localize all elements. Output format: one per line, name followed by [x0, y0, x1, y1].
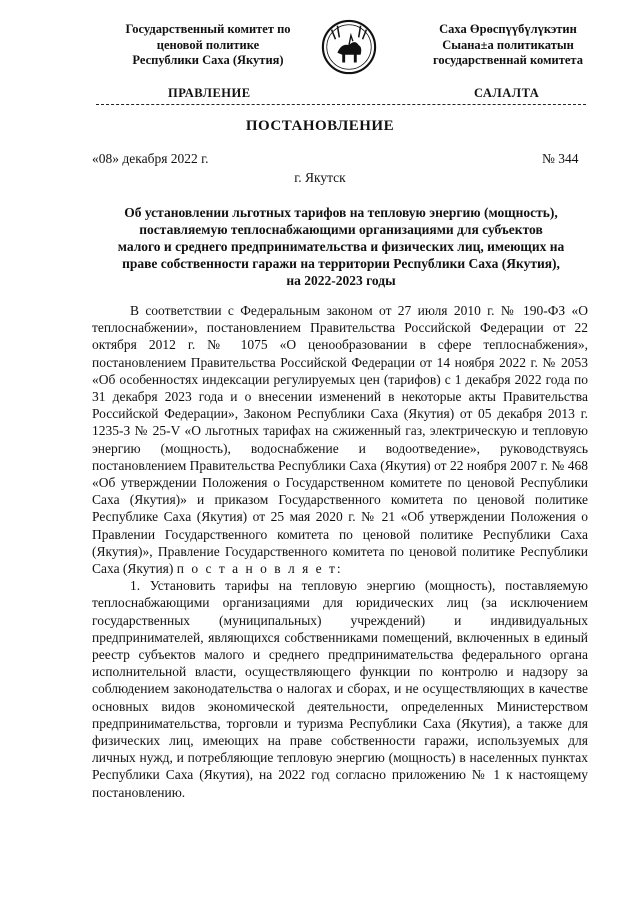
department-sakha: САЛАЛТА	[474, 86, 540, 100]
preamble-paragraph	[92, 302, 588, 577]
department-russian: ПРАВЛЕНИЕ	[168, 86, 251, 100]
issuer-line: Саха Өрөспүүбүлүкэтин	[439, 22, 577, 36]
document-city: г. Якутск	[294, 170, 346, 185]
issuer-line: государственнай комитета	[433, 53, 583, 67]
document-type: ПОСТАНОВЛЕНИЕ	[245, 118, 395, 134]
preamble-text: В соответствии с Федеральным законом от 27 июля 2010 г. № 190-ФЗ «О теплоснабжении», постановлением Правительства Российской Федерации от 22 октября 2012 г. № 1075 «О ценообразовании в сфере теплоснабжения», постановлением Правительства Российской Федерации от 14 ноября 2022 г. № 2053 «Об особенностях индексации регулируемых цен (тарифов) с 1 декабря 2022 года по 31 декабря 2023 года и о внесении изменений в некоторые акты Правительства Российской Федерации», Законом Республики Саха (Якутия) от 05 декабря 2013 г. 1235-З № 25-V «О льготных тарифах на сжиженный газ, электрическую и тепловую энергию (мощность), водоснабжение и водоотведение», руководствуясь постановлением Правительства Республики Саха (Якутия) от 22 ноября 2007 г. № 468 «Об утверждении Положения о Государственном комитете по ценовой Республики Саха (Якутия)» и приказом Государственного комитета по ценовой политике Республике Саха (Якутия) от 25 мая 2020 г. № 21 «Об утверждении Положения о Правлении Государственного комитета по ценовой политике Республики Саха (Якутия)», Правление Государственного комитета по ценовой политике Республики Саха (Якутия)	[92, 303, 588, 577]
header-divider	[96, 104, 586, 105]
sakha-republic-coat-of-arms-icon	[320, 18, 378, 76]
issuer-name-sakha	[398, 22, 618, 69]
title-line: малого и среднего предпринимательства и физических лиц, имеющих на	[117, 239, 565, 254]
title-line: праве собственности гаражи на территории Республики Саха (Якутия),	[122, 256, 560, 271]
document-date: «08» декабря 2022 г.	[92, 151, 209, 166]
document-body	[92, 302, 588, 801]
issuer-line: ценовой политике	[156, 37, 260, 52]
issuer-name-russian	[98, 22, 318, 69]
issuer-line: Сыана±а политикатын	[442, 37, 574, 52]
title-line: Об установлении льготных тарифов на тепловую энергию (мощность),	[124, 205, 558, 220]
document-title	[96, 204, 586, 289]
resolves-word: п о с т а н о в л я е т:	[176, 561, 343, 577]
document-number: № 344	[542, 151, 579, 166]
title-line: поставляемую теплоснабжающими организациями для субъектов	[139, 222, 543, 237]
issuer-line: Республики Саха (Якутия)	[132, 53, 284, 67]
issuer-line: Государственный комитет по	[125, 22, 291, 36]
clause-1-paragraph: 1. Установить тарифы на тепловую энергию (мощность), поставляемую теплоснабжающими организациями для юридических лиц (за исключением государственных (муниципальных) учреждений) и индивидуальных предпринимателей, являющихся собственниками помещений, включенных в единый реестр субъектов малого и среднего предпринимательства федерального органа исполнительной власти, осуществляющего функции по контролю и надзору за соблюдением законодательства о налогах и сборах, и не осуществляющих в качестве основных видов экономической деятельности, определенных Министерством предпринимательства, торговли и туризма Республики Саха (Якутия), а также для физических лиц, имеющих на праве собственности гаражи, используемых для личных нужд, и потребляющие тепловую энергию (мощность) в населенных пунктах Республики Саха (Якутия), на 2022 год согласно приложению № 1 к настоящему постановлению.	[92, 578, 588, 800]
title-line: на 2022-2023 годы	[286, 273, 396, 288]
